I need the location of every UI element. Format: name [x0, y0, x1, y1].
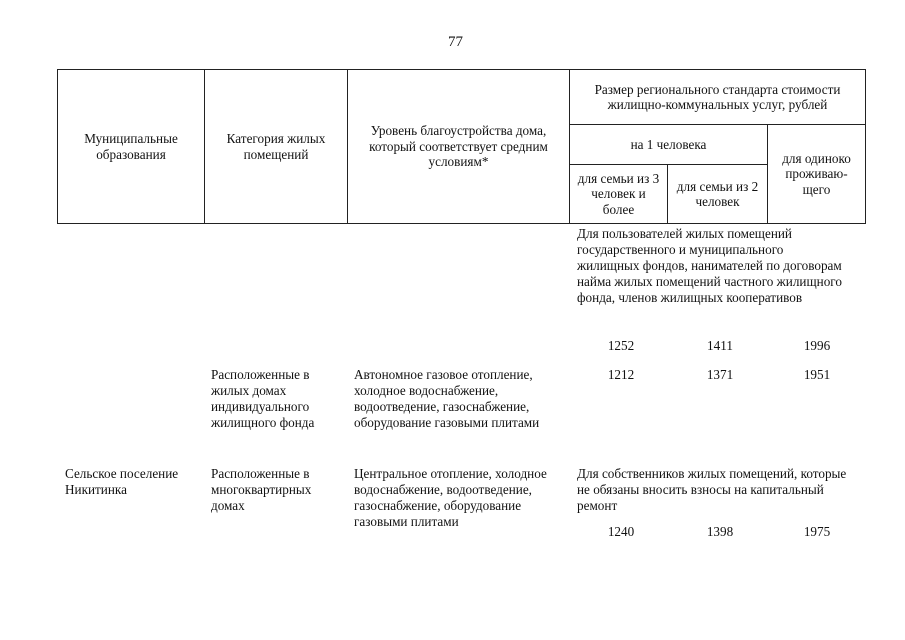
row-3-municipal: Сельское поселение Никитинка: [65, 466, 179, 497]
row-3-note: Для собственников жилых помещений, которые не обязаны вносить взносы на капитальный ремонт: [577, 466, 847, 513]
row-2-value-family2: 1371: [706, 367, 734, 382]
header-size: Размер регионального стандарта стоимости жилищно-коммунальных услуг, рублей: [570, 70, 866, 125]
header-municipal: Муниципальные образования: [58, 70, 205, 224]
row-1-note: Для пользователей жилых помещений государственного и муниципального жилищных фондов, нанимателей по договорам найма жилых помещений частного жилищного фонда, членов жилищных кооперативов: [577, 226, 842, 305]
row-2-value-single: 1951: [803, 367, 831, 382]
row-3-value-family3: 1240: [607, 524, 635, 539]
table-header: [57, 69, 866, 224]
header-single: для одиноко проживаю-щего: [768, 125, 866, 224]
header-family2: для семьи из 2 человек: [668, 165, 768, 224]
row-1-value-family3: 1252: [607, 338, 635, 353]
row-3-value-family2: 1398: [706, 524, 734, 539]
row-3-value-single: 1975: [803, 524, 831, 539]
row-1-value-family2: 1411: [707, 338, 733, 353]
row-3-category: Расположенные в многоквартирных домах: [211, 466, 312, 513]
row-2-level: Автономное газовое отопление, холодное водоснабжение, водоотведение, газоснабжение, оборудование газовыми плитами: [354, 367, 540, 430]
header-per-person: на 1 человека: [570, 125, 768, 165]
header-level: Уровень благоустройства дома, который соответствует средним условиям*: [348, 70, 570, 224]
row-1-value-single: 1996: [803, 338, 831, 353]
row-2-category: Расположенные в жилых домах индивидуального жилищного фонда: [211, 367, 315, 430]
page-number: 77: [448, 34, 463, 50]
row-3-level: Центральное отопление, холодное водоснабжение, водоотведение, газоснабжение, оборудование газовыми плитами: [354, 466, 547, 529]
header-family3: для семьи из 3 человек и более: [570, 165, 668, 224]
row-2-value-family3: 1212: [607, 367, 635, 382]
header-category: Категория жилых помещений: [205, 70, 348, 224]
